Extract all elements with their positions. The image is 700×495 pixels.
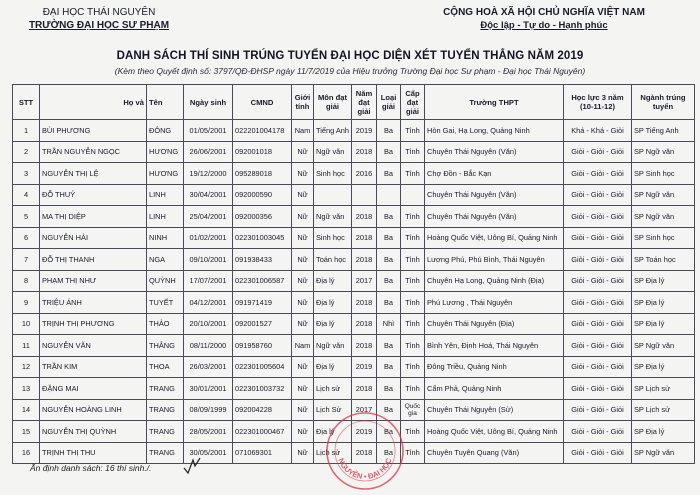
cell-cap: Tỉnh	[401, 442, 425, 464]
cell-ngay-sinh: 08/11/2000	[184, 335, 233, 357]
cell-cmnd: 022301005604	[233, 356, 292, 378]
cell-cap: Tỉnh	[401, 313, 425, 335]
cell-loai: Ba	[377, 378, 401, 400]
cell-cmnd: 022301003045	[233, 227, 292, 249]
cell-hoc-luc: Giỏi - Giỏi - Giỏi	[564, 227, 632, 249]
cell-loai: Ba	[377, 421, 401, 443]
cell-ngay-sinh: 30/01/2001	[184, 378, 233, 400]
cell-cmnd: 022301003732	[233, 378, 292, 400]
cell-cmnd: 022301000467	[233, 421, 292, 443]
table-row	[13, 335, 695, 357]
cell-ten: TUYẾT	[147, 292, 184, 314]
cell-ho: ĐỖ THUỶ	[40, 184, 147, 206]
cell-hoc-luc: Khá - Khá - Giỏi	[564, 120, 632, 142]
cell-stt: 16	[13, 442, 40, 464]
cell-cap: Tỉnh	[401, 141, 425, 163]
cell-cap	[401, 184, 425, 206]
cell-gioi-tinh: Nữ	[292, 249, 314, 271]
cell-ho: TRẦN NGUYỄN NGỌC	[40, 141, 147, 163]
cell-hoc-luc: Giỏi - Giỏi - Giỏi	[564, 356, 632, 378]
cell-nam: 2018	[352, 227, 377, 249]
cell-loai	[377, 184, 401, 206]
cell-truong: Cẩm Phả, Quảng Ninh	[425, 378, 564, 400]
org-line-1: ĐẠI HỌC THÁI NGUYÊN	[42, 7, 156, 18]
cell-ngay-sinh: 19/12/2000	[184, 163, 233, 185]
cell-stt: 8	[13, 270, 40, 292]
cell-ten: THOA	[147, 356, 184, 378]
cell-ngay-sinh: 30/04/2001	[184, 184, 233, 206]
cell-mon: Sinh học	[314, 163, 352, 185]
cell-ten: TRANG	[147, 399, 184, 421]
cell-mon	[314, 184, 352, 206]
cell-hoc-luc: Giỏi - Giỏi - Giỏi	[564, 442, 632, 464]
cell-gioi-tinh: Nữ	[292, 442, 314, 464]
cell-stt: 7	[13, 249, 40, 271]
cell-cmnd: 091958760	[233, 335, 292, 357]
cell-cmnd: 095289018	[233, 163, 292, 185]
cell-ngay-sinh: 25/04/2001	[184, 206, 233, 228]
cell-ngay-sinh: 04/12/2001	[184, 292, 233, 314]
cell-ho: PHẠM THỊ NHƯ	[40, 270, 147, 292]
table-row	[13, 206, 695, 228]
table-row	[13, 163, 695, 185]
cell-loai: Ba	[377, 442, 401, 464]
footer-note: Ấn định danh sách: 16 thí sinh./.	[30, 463, 152, 473]
cell-stt: 14	[13, 399, 40, 421]
table-header-row	[13, 85, 695, 120]
cell-ho: BÙI PHƯƠNG	[40, 120, 147, 142]
cell-truong: Hoàng Quốc Việt, Uông Bí, Quảng Ninh	[425, 421, 564, 443]
admission-table	[12, 84, 695, 464]
cell-ten: TRANG	[147, 442, 184, 464]
cell-nam	[352, 184, 377, 206]
cell-hoc-luc: Giỏi - Giỏi - Giỏi	[564, 378, 632, 400]
cell-ho: ĐẶNG MAI	[40, 378, 147, 400]
svg-text:NGUYÊN • ĐẠI HỌC	[336, 456, 394, 481]
cell-mon: Sinh học	[314, 227, 352, 249]
cell-mon: Lịch sử	[314, 378, 352, 400]
cell-stt: 9	[13, 292, 40, 314]
cell-nganh: SP Lịch sử	[632, 399, 695, 421]
cell-gioi-tinh: Nữ	[292, 270, 314, 292]
cell-stt: 6	[13, 227, 40, 249]
cell-ho: NGUYỄN THỊ QUỲNH	[40, 421, 147, 443]
cell-ten: QUỲNH	[147, 270, 184, 292]
cell-cap: Tỉnh	[401, 249, 425, 271]
cell-cap: Tỉnh	[401, 206, 425, 228]
table-row	[13, 141, 695, 163]
cell-truong: Chợ Đồn - Bắc Kạn	[425, 163, 564, 185]
cell-nam: 2019	[352, 120, 377, 142]
cell-truong: Chuyên Tuyên Quang (Văn)	[425, 442, 564, 464]
col-ten: Tên	[147, 85, 184, 120]
cell-cap: Tỉnh	[401, 227, 425, 249]
cell-hoc-luc: Giỏi - Giỏi - Giỏi	[564, 206, 632, 228]
cell-gioi-tinh: Nữ	[292, 206, 314, 228]
cell-ho: NGUYỄN HẢI	[40, 227, 147, 249]
cell-nam: 2018	[352, 141, 377, 163]
cell-nganh: SP Sinh học	[632, 163, 695, 185]
cell-ten: LINH	[147, 206, 184, 228]
cell-truong: Hoàng Quốc Việt, Uông Bí, Quảng Ninh	[425, 227, 564, 249]
cell-hoc-luc: Giỏi - Giỏi - Giỏi	[564, 399, 632, 421]
cell-ten: HƯƠNG	[147, 163, 184, 185]
cell-truong: Chuyên Hạ Long, Quảng Ninh (Địa)	[425, 270, 564, 292]
col-ngay-sinh: Ngày sinh	[184, 85, 233, 120]
cell-gioi-tinh: Nữ	[292, 141, 314, 163]
cell-hoc-luc: Giỏi - Giỏi - Giỏi	[564, 163, 632, 185]
cell-mon: Ngữ văn	[314, 206, 352, 228]
signature-mark	[182, 456, 204, 476]
cell-gioi-tinh: Nữ	[292, 292, 314, 314]
cell-gioi-tinh: Nam	[292, 335, 314, 357]
cell-ho: NGUYỄN VĂN	[40, 335, 147, 357]
stamp-text: NGUYÊN • ĐẠI HỌC	[336, 456, 394, 482]
cell-loai: Ba	[377, 163, 401, 185]
cell-nam: 2018	[352, 378, 377, 400]
cell-ngay-sinh: 08/09/1999	[184, 399, 233, 421]
cell-ngay-sinh: 01/02/2001	[184, 227, 233, 249]
cell-loai: Ba	[377, 206, 401, 228]
cell-ten: HƯƠNG	[147, 141, 184, 163]
cell-nganh: SP Tiếng Anh	[632, 120, 695, 142]
cell-cmnd: 022301006587	[233, 270, 292, 292]
cell-stt: 3	[13, 163, 40, 185]
col-gioi-tinh: Giới tính	[292, 85, 314, 120]
table-row	[13, 227, 695, 249]
cell-truong: Đông Triều, Quảng Ninh	[425, 356, 564, 378]
col-nam-dat-giai: Năm đạt giải	[352, 85, 377, 120]
cell-nganh: SP Địa lý	[632, 421, 695, 443]
cell-truong: Chuyên Thái Nguyên (Sử)	[425, 399, 564, 421]
cell-stt: 11	[13, 335, 40, 357]
cell-nam: 2017	[352, 399, 377, 421]
cell-cmnd: 092001527	[233, 313, 292, 335]
cell-ten: NINH	[147, 227, 184, 249]
cell-cmnd: 091971419	[233, 292, 292, 314]
cell-ten: TRANG	[147, 421, 184, 443]
cell-nganh: SP Sinh học	[632, 227, 695, 249]
cell-cap: Tỉnh	[401, 270, 425, 292]
cell-ho: TRỊNH THỊ THU	[40, 442, 147, 464]
cell-nam: 2018	[352, 292, 377, 314]
cell-stt: 5	[13, 206, 40, 228]
cell-loai: Ba	[377, 356, 401, 378]
table-row	[13, 292, 695, 314]
cell-cmnd: 091938433	[233, 249, 292, 271]
cell-nganh: SP Lịch sử	[632, 378, 695, 400]
cell-mon: Địa lý	[314, 356, 352, 378]
cell-ngay-sinh: 28/05/2001	[184, 421, 233, 443]
cell-loai: Ba	[377, 335, 401, 357]
cell-loai: Ba	[377, 249, 401, 271]
cell-truong: Chuyên Thái Nguyên (Văn)	[425, 206, 564, 228]
cell-ngay-sinh: 09/10/2001	[184, 249, 233, 271]
table-row	[13, 120, 695, 142]
cell-ho: TRỊNH THỊ PHƯƠNG	[40, 313, 147, 335]
cell-nam: 2018	[352, 335, 377, 357]
col-truong-thpt: Trường THPT	[425, 85, 564, 120]
table-row	[13, 356, 695, 378]
col-mon-dat-giai: Môn đạt giải	[314, 85, 352, 120]
cell-nam: 2019	[352, 421, 377, 443]
cell-ho: TRẦN KIM	[40, 356, 147, 378]
cell-hoc-luc: Giỏi - Giỏi - Giỏi	[564, 270, 632, 292]
cell-gioi-tinh: Nữ	[292, 313, 314, 335]
cell-stt: 10	[13, 313, 40, 335]
cell-mon: Ngữ văn	[314, 141, 352, 163]
cell-cmnd: 092004228	[233, 399, 292, 421]
cell-hoc-luc: Giỏi - Giỏi - Giỏi	[564, 249, 632, 271]
table-row	[13, 270, 695, 292]
cell-hoc-luc: Giỏi - Giỏi - Giỏi	[564, 141, 632, 163]
cell-nganh: SP Ngữ văn	[632, 442, 695, 464]
cell-ten: TRANG	[147, 378, 184, 400]
cell-nganh: SP Địa lý	[632, 270, 695, 292]
cell-cap: Tỉnh	[401, 378, 425, 400]
cell-gioi-tinh: Nữ	[292, 378, 314, 400]
cell-nam: 2016	[352, 163, 377, 185]
cell-nganh: SP Toán học	[632, 249, 695, 271]
cell-nam: 2019	[352, 356, 377, 378]
col-ho: Họ và	[40, 85, 147, 120]
cell-truong: Bình Yên, Định Hoá, Thái Nguyên	[425, 335, 564, 357]
cell-truong: Phú Lương , Thái Nguyên	[425, 292, 564, 314]
cell-stt: 1	[13, 120, 40, 142]
cell-gioi-tinh: Nữ	[292, 184, 314, 206]
cell-nganh: SP Ngữ văn	[632, 184, 695, 206]
cell-nganh: SP Ngữ văn	[632, 335, 695, 357]
cell-gioi-tinh: Nữ	[292, 227, 314, 249]
cell-nganh: SP Địa lý	[632, 292, 695, 314]
col-nganh: Ngành trúng tuyển	[632, 85, 695, 120]
cell-gioi-tinh: Nữ	[292, 356, 314, 378]
cell-truong: Chuyên Thái Nguyên (Văn)	[425, 141, 564, 163]
table-row	[13, 249, 695, 271]
cell-stt: 2	[13, 141, 40, 163]
official-stamp	[322, 408, 408, 494]
col-cmnd: CMND	[233, 85, 292, 120]
cell-ten: NGA	[147, 249, 184, 271]
cell-mon: Lịch Sử	[314, 399, 352, 421]
col-stt: STT	[13, 85, 40, 120]
cell-ten: THẮNG	[147, 335, 184, 357]
nation-line-2: Độc lập - Tự do - Hạnh phúc	[480, 20, 608, 31]
table-row	[13, 313, 695, 335]
cell-ngay-sinh: 26/03/2001	[184, 356, 233, 378]
cell-stt: 15	[13, 421, 40, 443]
table-row	[13, 184, 695, 206]
cell-gioi-tinh: Nữ	[292, 163, 314, 185]
cell-mon: Toán học	[314, 249, 352, 271]
cell-cap: Tỉnh	[401, 120, 425, 142]
cell-nam: 2018	[352, 313, 377, 335]
col-hoc-luc: Học lực 3 năm (10-11-12)	[564, 85, 632, 120]
cell-cap: Tỉnh	[401, 356, 425, 378]
nation-header	[410, 6, 678, 32]
cell-loai: Ba	[377, 120, 401, 142]
cell-gioi-tinh: Nam	[292, 120, 314, 142]
cell-nam: 2018	[352, 206, 377, 228]
cell-mon: Địa lý	[314, 421, 352, 443]
cell-stt: 4	[13, 184, 40, 206]
cell-loai: Nhì	[377, 313, 401, 335]
cell-cmnd: 092001018	[233, 141, 292, 163]
cell-stt: 13	[13, 378, 40, 400]
cell-nganh: SP Ngữ văn	[632, 141, 695, 163]
table-row	[13, 378, 695, 400]
cell-hoc-luc: Giỏi - Giỏi - Giỏi	[564, 313, 632, 335]
cell-nganh: SP Địa lý	[632, 313, 695, 335]
cell-truong: Hòn Gai, Hạ Long, Quảng Ninh	[425, 120, 564, 142]
cell-nam: 2017	[352, 270, 377, 292]
cell-cap: Tỉnh	[401, 163, 425, 185]
document-subtitle: (Kèm theo Quyết định số: 3797/QĐ-ĐHSP ngày 11/7/2019 của Hiệu trưởng Trường Đại học Sư phạm - Đại học Thái Nguyên)	[114, 66, 586, 76]
cell-mon: Lịch sử	[314, 442, 352, 464]
cell-ho: ĐỖ THỊ THANH	[40, 249, 147, 271]
cell-cap: Quốc gia	[401, 399, 425, 421]
cell-ho: TRIỆU ÁNH	[40, 292, 147, 314]
org-line-2: TRƯỜNG ĐẠI HỌC SƯ PHẠM	[28, 20, 170, 31]
cell-hoc-luc: Giỏi - Giỏi - Giỏi	[564, 421, 632, 443]
cell-nam: 2018	[352, 442, 377, 464]
cell-cmnd: 092000356	[233, 206, 292, 228]
cell-nganh: SP Địa lý	[632, 356, 695, 378]
nation-line-1: CỘNG HOÀ XÃ HỘI CHỦ NGHĨA VIỆT NAM	[443, 7, 645, 18]
cell-ten: LINH	[147, 184, 184, 206]
cell-ten: THẢO	[147, 313, 184, 335]
cell-mon: Tiếng Anh	[314, 120, 352, 142]
cell-loai: Ba	[377, 399, 401, 421]
cell-cap: Tỉnh	[401, 421, 425, 443]
cell-ho: MA THỊ DIỆP	[40, 206, 147, 228]
cell-truong: Chuyên Thái Nguyên (Địa)	[425, 313, 564, 335]
col-cap-dat-giai: Cấp đạt giải	[401, 85, 425, 120]
cell-truong: Chuyên Thái Nguyên (Văn)	[425, 184, 564, 206]
cell-truong: Lương Phú, Phú Bình, Thái Nguyên	[425, 249, 564, 271]
cell-loai: Ba	[377, 227, 401, 249]
cell-mon: Địa lý	[314, 313, 352, 335]
cell-ngay-sinh: 17/07/2001	[184, 270, 233, 292]
cell-mon: Địa lý	[314, 270, 352, 292]
cell-nam: 2018	[352, 249, 377, 271]
cell-ngay-sinh: 20/10/2001	[184, 313, 233, 335]
cell-stt: 12	[13, 356, 40, 378]
cell-cmnd: 022201004178	[233, 120, 292, 142]
cell-loai: Ba	[377, 141, 401, 163]
cell-cap: Tỉnh	[401, 335, 425, 357]
cell-nganh: SP Ngữ văn	[632, 206, 695, 228]
cell-ten: ĐÔNG	[147, 120, 184, 142]
cell-ngay-sinh: 26/06/2001	[184, 141, 233, 163]
cell-gioi-tinh: Nữ	[292, 399, 314, 421]
cell-mon: Ngữ văn	[314, 335, 352, 357]
cell-ho: NGUYỄN THỊ LỆ	[40, 163, 147, 185]
cell-loai: Ba	[377, 292, 401, 314]
cell-loai: Ba	[377, 270, 401, 292]
cell-cmnd: 092000590	[233, 184, 292, 206]
col-loai-giai: Loại giải	[377, 85, 401, 120]
document-title: DANH SÁCH THÍ SINH TRÚNG TUYỂN ĐẠI HỌC DIỆN XÉT TUYỂN THẲNG NĂM 2019	[116, 50, 584, 62]
cell-gioi-tinh: Nữ	[292, 421, 314, 443]
cell-hoc-luc: Giỏi - Giỏi - Giỏi	[564, 184, 632, 206]
organization-header	[14, 6, 184, 32]
cell-hoc-luc: Giỏi - Giỏi - Giỏi	[564, 335, 632, 357]
cell-mon: Địa lý	[314, 292, 352, 314]
cell-cmnd: 071069301	[233, 442, 292, 464]
cell-ngay-sinh: 30/05/2001	[184, 442, 233, 464]
cell-cap: Tỉnh	[401, 292, 425, 314]
cell-ngay-sinh: 01/05/2001	[184, 120, 233, 142]
cell-ho: NGUYỄN HOÀNG LINH	[40, 399, 147, 421]
cell-hoc-luc: Giỏi - Giỏi - Giỏi	[564, 292, 632, 314]
